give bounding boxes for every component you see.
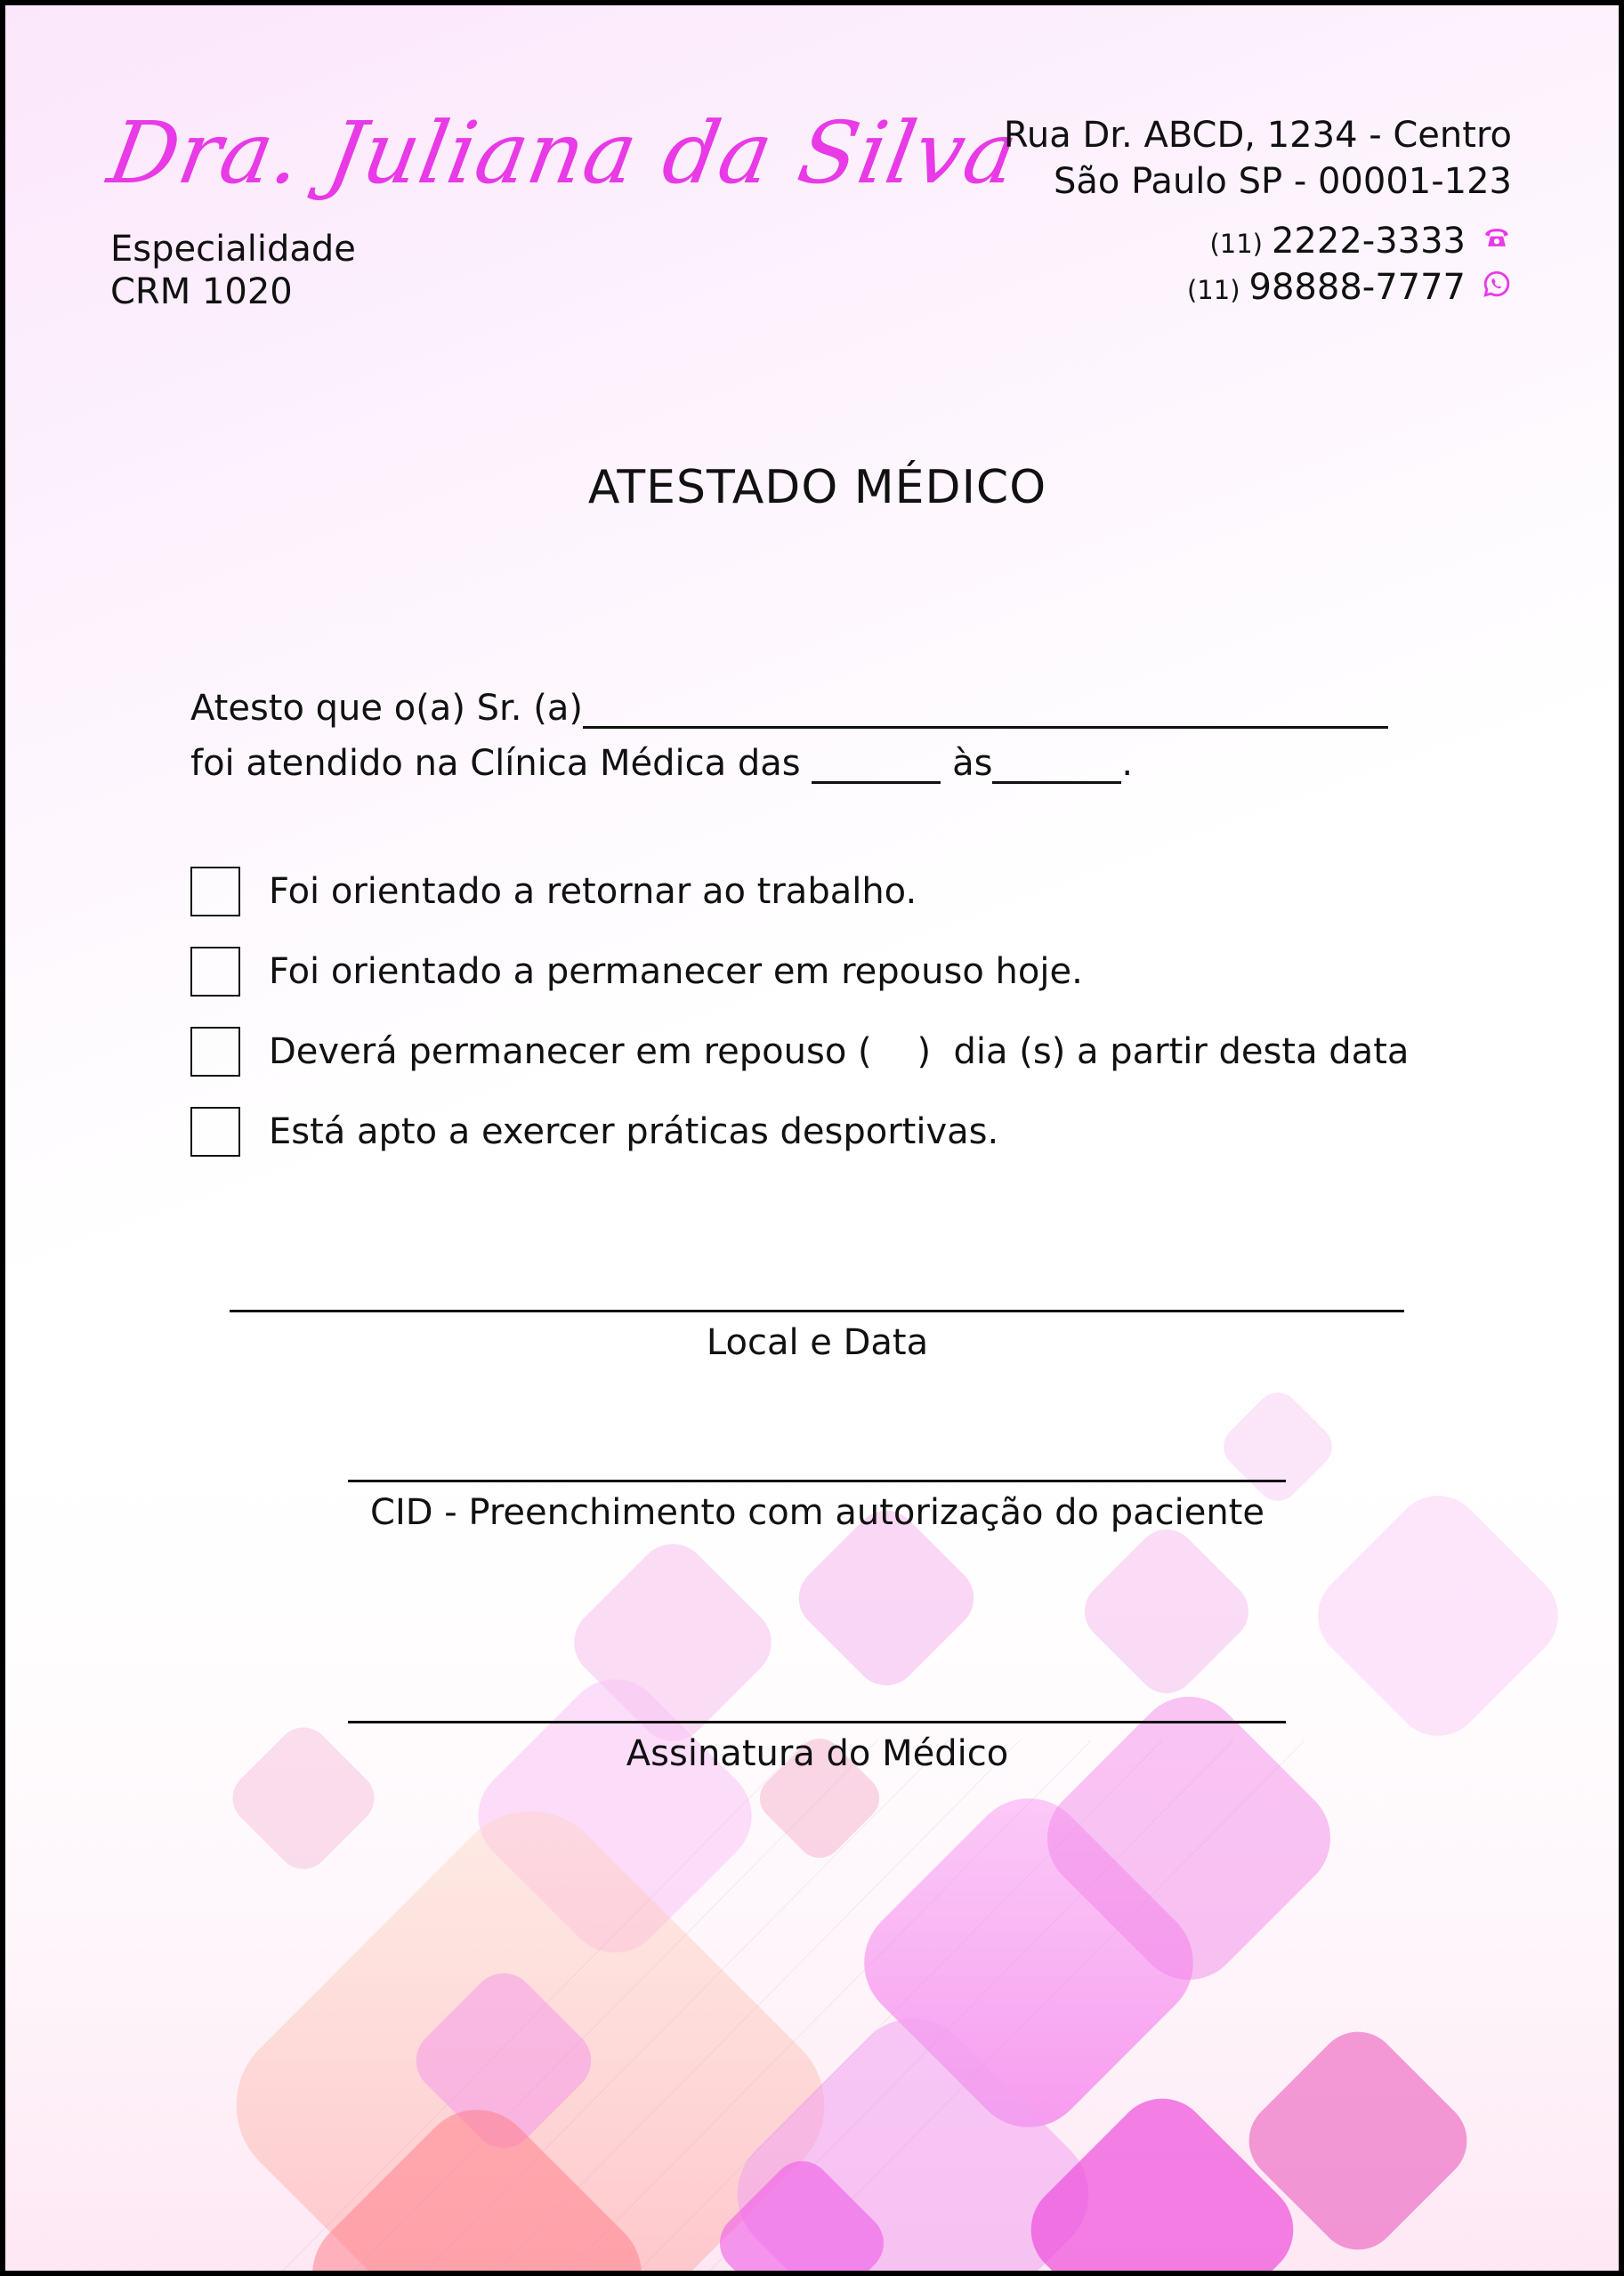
checklist-item[interactable] [190, 1107, 998, 1157]
telephone-icon [1482, 222, 1512, 253]
time-label-between: às [952, 743, 993, 784]
local-data-line[interactable] [230, 1310, 1404, 1312]
phone-number: 2222-3333 [1271, 221, 1466, 262]
whatsapp-icon [1482, 269, 1512, 299]
patient-name-blank[interactable] [583, 687, 1388, 729]
checklist-label: Deverá permanecer em repouso ( ) dia (s) a partir desta data [269, 1031, 1410, 1072]
phone-ddd: (11) [1209, 229, 1263, 259]
address-block [1004, 112, 1512, 205]
address-line-1: Rua Dr. ABCD, 1234 - Centro [1003, 115, 1512, 156]
checkbox[interactable] [190, 1027, 240, 1077]
checklist-label: Foi orientado a permanecer em repouso hoje. [269, 951, 1083, 992]
patient-label: Atesto que o(a) Sr. (a) [190, 688, 583, 729]
time-to-blank[interactable] [992, 742, 1121, 784]
checkbox[interactable] [190, 867, 240, 916]
doctor-credentials [110, 228, 356, 313]
local-data-label: Local e Data [706, 1322, 929, 1363]
time-label-end: . [1121, 743, 1134, 784]
time-from-blank[interactable] [812, 742, 941, 784]
cid-line[interactable] [348, 1480, 1286, 1482]
checklist-item[interactable] [190, 1027, 1409, 1077]
doctor-name: Dra. Juliana da Silva [101, 103, 1026, 203]
time-line [190, 742, 1133, 784]
patient-line [190, 687, 1388, 729]
signature-label: Assinatura do Médico [626, 1733, 1009, 1774]
address-line-2: São Paulo SP - 00001-123 [1054, 161, 1512, 202]
cid-label: CID - Preenchimento com autorização do paciente [370, 1492, 1264, 1533]
crm-number: CRM 1020 [110, 271, 293, 312]
document-title: ATESTADO MÉDICO [587, 461, 1047, 514]
checkbox[interactable] [190, 1107, 240, 1157]
specialty: Especialidade [110, 229, 356, 270]
checklist-item[interactable] [190, 867, 917, 916]
checklist-label: Está apto a exercer práticas desportivas. [269, 1111, 999, 1152]
phone-line [1209, 221, 1512, 262]
checkbox[interactable] [190, 947, 240, 997]
mobile-number: 98888-7777 [1248, 267, 1466, 308]
mobile-line [1187, 267, 1512, 308]
signature-line[interactable] [348, 1721, 1286, 1723]
checklist-item[interactable] [190, 947, 1083, 997]
time-label-start: foi atendido na Clínica Médica das [190, 743, 801, 784]
checklist-label: Foi orientado a retornar ao trabalho. [269, 871, 917, 912]
mobile-ddd: (11) [1186, 275, 1240, 305]
